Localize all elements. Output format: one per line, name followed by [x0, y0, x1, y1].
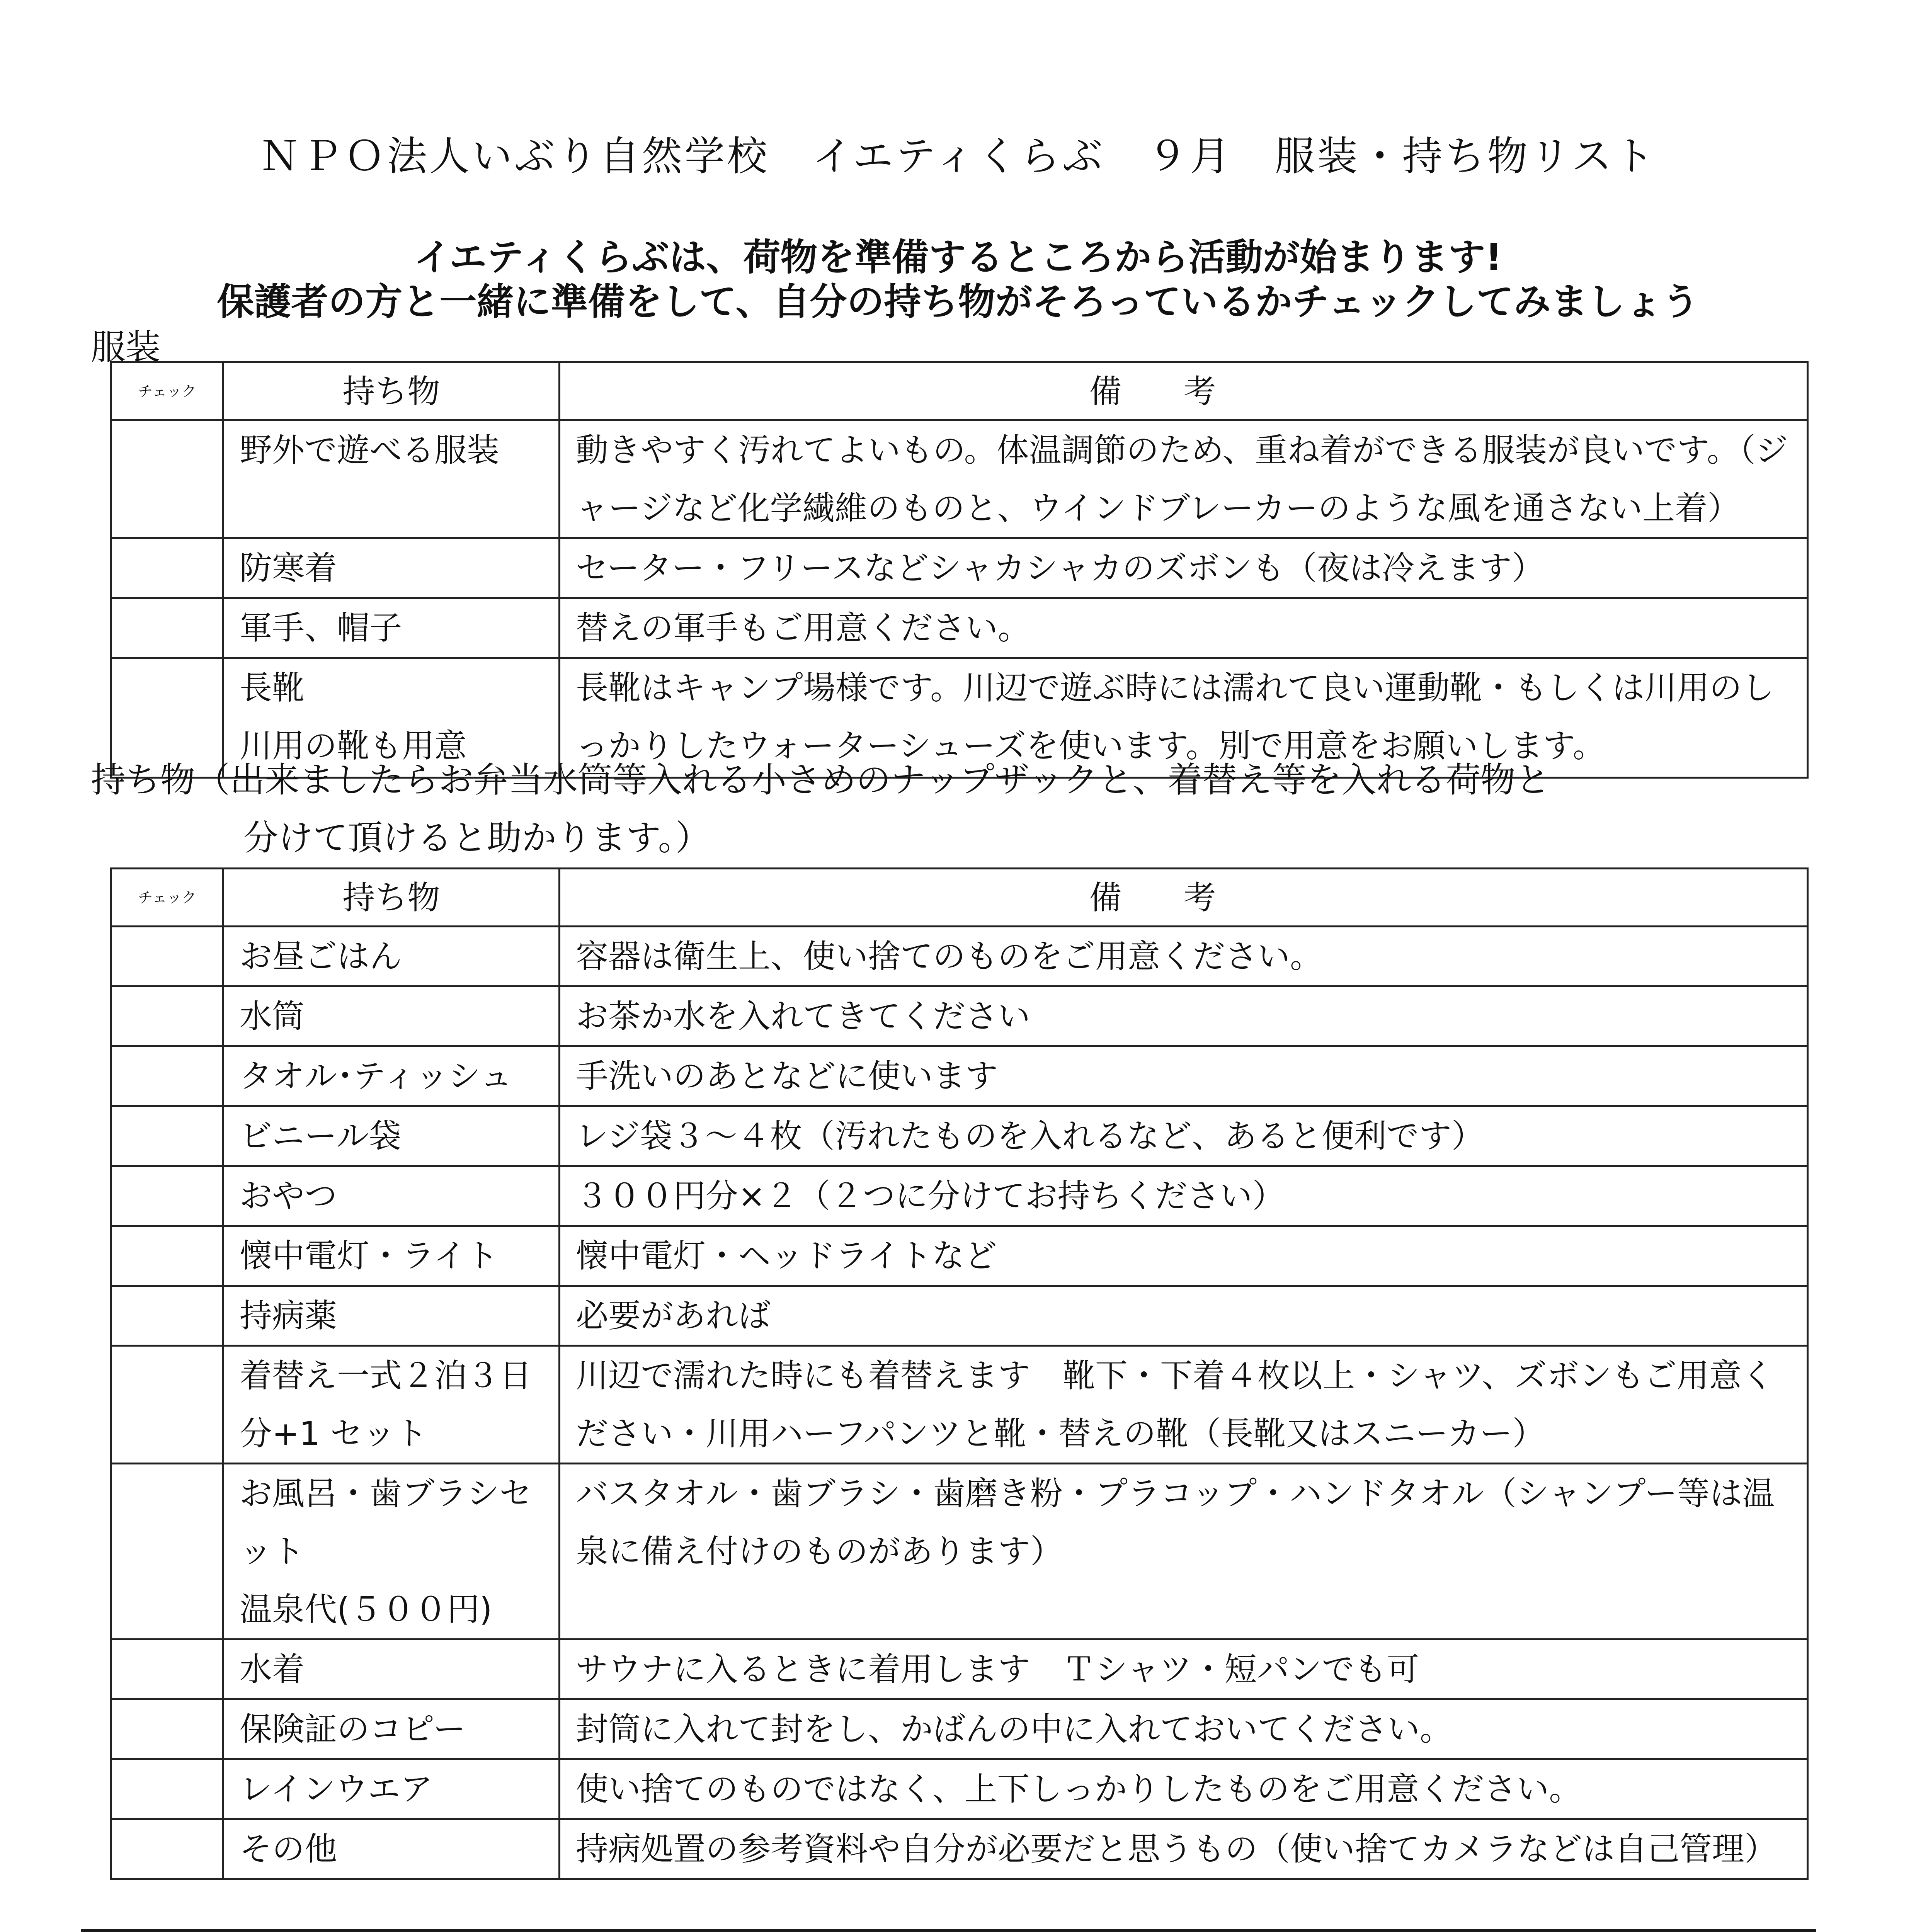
check-cell[interactable] — [111, 1286, 223, 1346]
notes-cell: 懐中電灯・ヘッドライトなど — [560, 1226, 1808, 1286]
check-cell[interactable] — [111, 986, 223, 1046]
notes-cell: 持病処置の参考資料や自分が必要だと思うもの（使い捨てカメラなどは自己管理） — [560, 1819, 1808, 1879]
check-cell[interactable] — [111, 927, 223, 986]
notes-cell: ３００円分×２（２つに分けてお持ちください） — [560, 1166, 1808, 1226]
check-cell[interactable] — [111, 1639, 223, 1699]
notes-cell: 長靴はキャンプ場様です。川辺で遊ぶ時には濡れて良い運動靴・もしくは川用のしっかりしたウォーターシューズを使います。別で用意をお願いします。 — [560, 658, 1808, 778]
notes-column-header: 備考 — [560, 362, 1808, 420]
page-title: ＮＰＯ法人いぶり自然学校 イエティくらぶ ９月 服装・持ち物リスト — [259, 133, 1657, 180]
item-cell: その他 — [223, 1819, 560, 1879]
item-cell: 野外で遊べる服装 — [223, 420, 560, 538]
table-row — [111, 598, 1808, 658]
clothing-section-label: 服装 — [91, 327, 160, 367]
notes-cell: 替えの軍手もご用意ください。 — [560, 598, 1808, 658]
item-cell: レインウエア — [223, 1759, 560, 1819]
notes-cell: セーター・フリースなどシャカシャカのズボンも（夜は冷えます） — [560, 538, 1808, 598]
belongings-section-label-line-1: 持ち物（出来ましたらお弁当水筒等入れる小さめのナップザックと、着替え等を入れる荷物と — [91, 760, 1550, 800]
check-cell[interactable] — [111, 1166, 223, 1226]
table-row — [111, 420, 1808, 538]
check-cell[interactable] — [111, 1699, 223, 1759]
item-cell: 軍手、帽子 — [223, 598, 560, 658]
item-cell: お昼ごはん — [223, 927, 560, 986]
item-cell: 持病薬 — [223, 1286, 560, 1346]
item-cell: 防寒着 — [223, 538, 560, 598]
table-row — [111, 1286, 1808, 1346]
notes-cell: 必要があれば — [560, 1286, 1808, 1346]
item-cell: タオル･ティッシュ — [223, 1046, 560, 1106]
item-cell: 保険証のコピー — [223, 1699, 560, 1759]
intro-line-1: イエティくらぶは、荷物を準備するところから活動が始まります! — [413, 236, 1503, 279]
check-cell[interactable] — [111, 1759, 223, 1819]
notes-cell: お茶か水を入れてきてください — [560, 986, 1808, 1046]
check-cell[interactable] — [111, 1226, 223, 1286]
table-row — [111, 1699, 1808, 1759]
notes-cell: 封筒に入れて封をし、かばんの中に入れておいてください。 — [560, 1699, 1808, 1759]
belongings-section-label-line-2: 分けて頂けると助かります。） — [243, 818, 710, 858]
item-cell: お風呂・歯ブラシセット 温泉代(５００円) — [223, 1464, 560, 1639]
belongings-notice-box — [81, 1929, 1816, 1932]
notes-cell: バスタオル・歯ブラシ・歯磨き粉・プラコップ・ハンドタオル（シャンプー等は温泉に備え付けのものがあります） — [560, 1464, 1808, 1639]
check-column-header: チェック — [111, 869, 223, 927]
check-cell[interactable] — [111, 598, 223, 658]
belongings-table — [110, 867, 1809, 1880]
item-column-header: 持ち物 — [223, 362, 560, 420]
table-row — [111, 1346, 1808, 1464]
check-cell[interactable] — [111, 1819, 223, 1879]
check-cell[interactable] — [111, 1346, 223, 1464]
notes-column-header: 備考 — [560, 869, 1808, 927]
notes-cell: レジ袋３～４枚（汚れたものを入れるなど、あると便利です） — [560, 1106, 1808, 1166]
notes-cell: 川辺で濡れた時にも着替えます 靴下・下着４枚以上・シャツ、ズボンもご用意ください・川用ハーフパンツと靴・替えの靴（長靴又はスニーカー） — [560, 1346, 1808, 1464]
table-row — [111, 1046, 1808, 1106]
table-row — [111, 538, 1808, 598]
item-column-header: 持ち物 — [223, 869, 560, 927]
notes-cell: 手洗いのあとなどに使います — [560, 1046, 1808, 1106]
check-cell[interactable] — [111, 1106, 223, 1166]
notes-cell: 動きやすく汚れてよいもの。体温調節のため、重ね着ができる服装が良いです。（ジャージなど化学繊維のものと、ウインドブレーカーのような風を通さない上着） — [560, 420, 1808, 538]
belongings-table-header — [111, 869, 1808, 927]
notes-cell: 容器は衛生上、使い捨てのものをご用意ください。 — [560, 927, 1808, 986]
check-column-header: チェック — [111, 362, 223, 420]
check-cell[interactable] — [111, 1046, 223, 1106]
table-row — [111, 927, 1808, 986]
table-row — [111, 1106, 1808, 1166]
intro-line-2: 保護者の方と一緒に準備をして、自分の持ち物がそろっているかチェックしてみましょう — [217, 280, 1699, 323]
item-cell: 懐中電灯・ライト — [223, 1226, 560, 1286]
item-cell: 長靴 川用の靴も用意 — [223, 658, 560, 778]
notes-cell: サウナに入るときに着用します Ｔシャツ・短パンでも可 — [560, 1639, 1808, 1699]
table-row — [111, 1226, 1808, 1286]
table-row — [111, 1464, 1808, 1639]
notes-cell: 使い捨てのものではなく、上下しっかりしたものをご用意ください。 — [560, 1759, 1808, 1819]
item-cell: 着替え一式２泊３日分+1 セット — [223, 1346, 560, 1464]
check-cell[interactable] — [111, 1464, 223, 1639]
check-cell[interactable] — [111, 420, 223, 538]
check-cell[interactable] — [111, 538, 223, 598]
item-cell: 水着 — [223, 1639, 560, 1699]
item-cell: おやつ — [223, 1166, 560, 1226]
table-row — [111, 1819, 1808, 1879]
table-row — [111, 986, 1808, 1046]
table-row — [111, 1759, 1808, 1819]
item-cell: ビニール袋 — [223, 1106, 560, 1166]
item-cell: 水筒 — [223, 986, 560, 1046]
table-row — [111, 1166, 1808, 1226]
clothing-table-header — [111, 362, 1808, 420]
clothing-table — [110, 361, 1809, 779]
table-row — [111, 1639, 1808, 1699]
